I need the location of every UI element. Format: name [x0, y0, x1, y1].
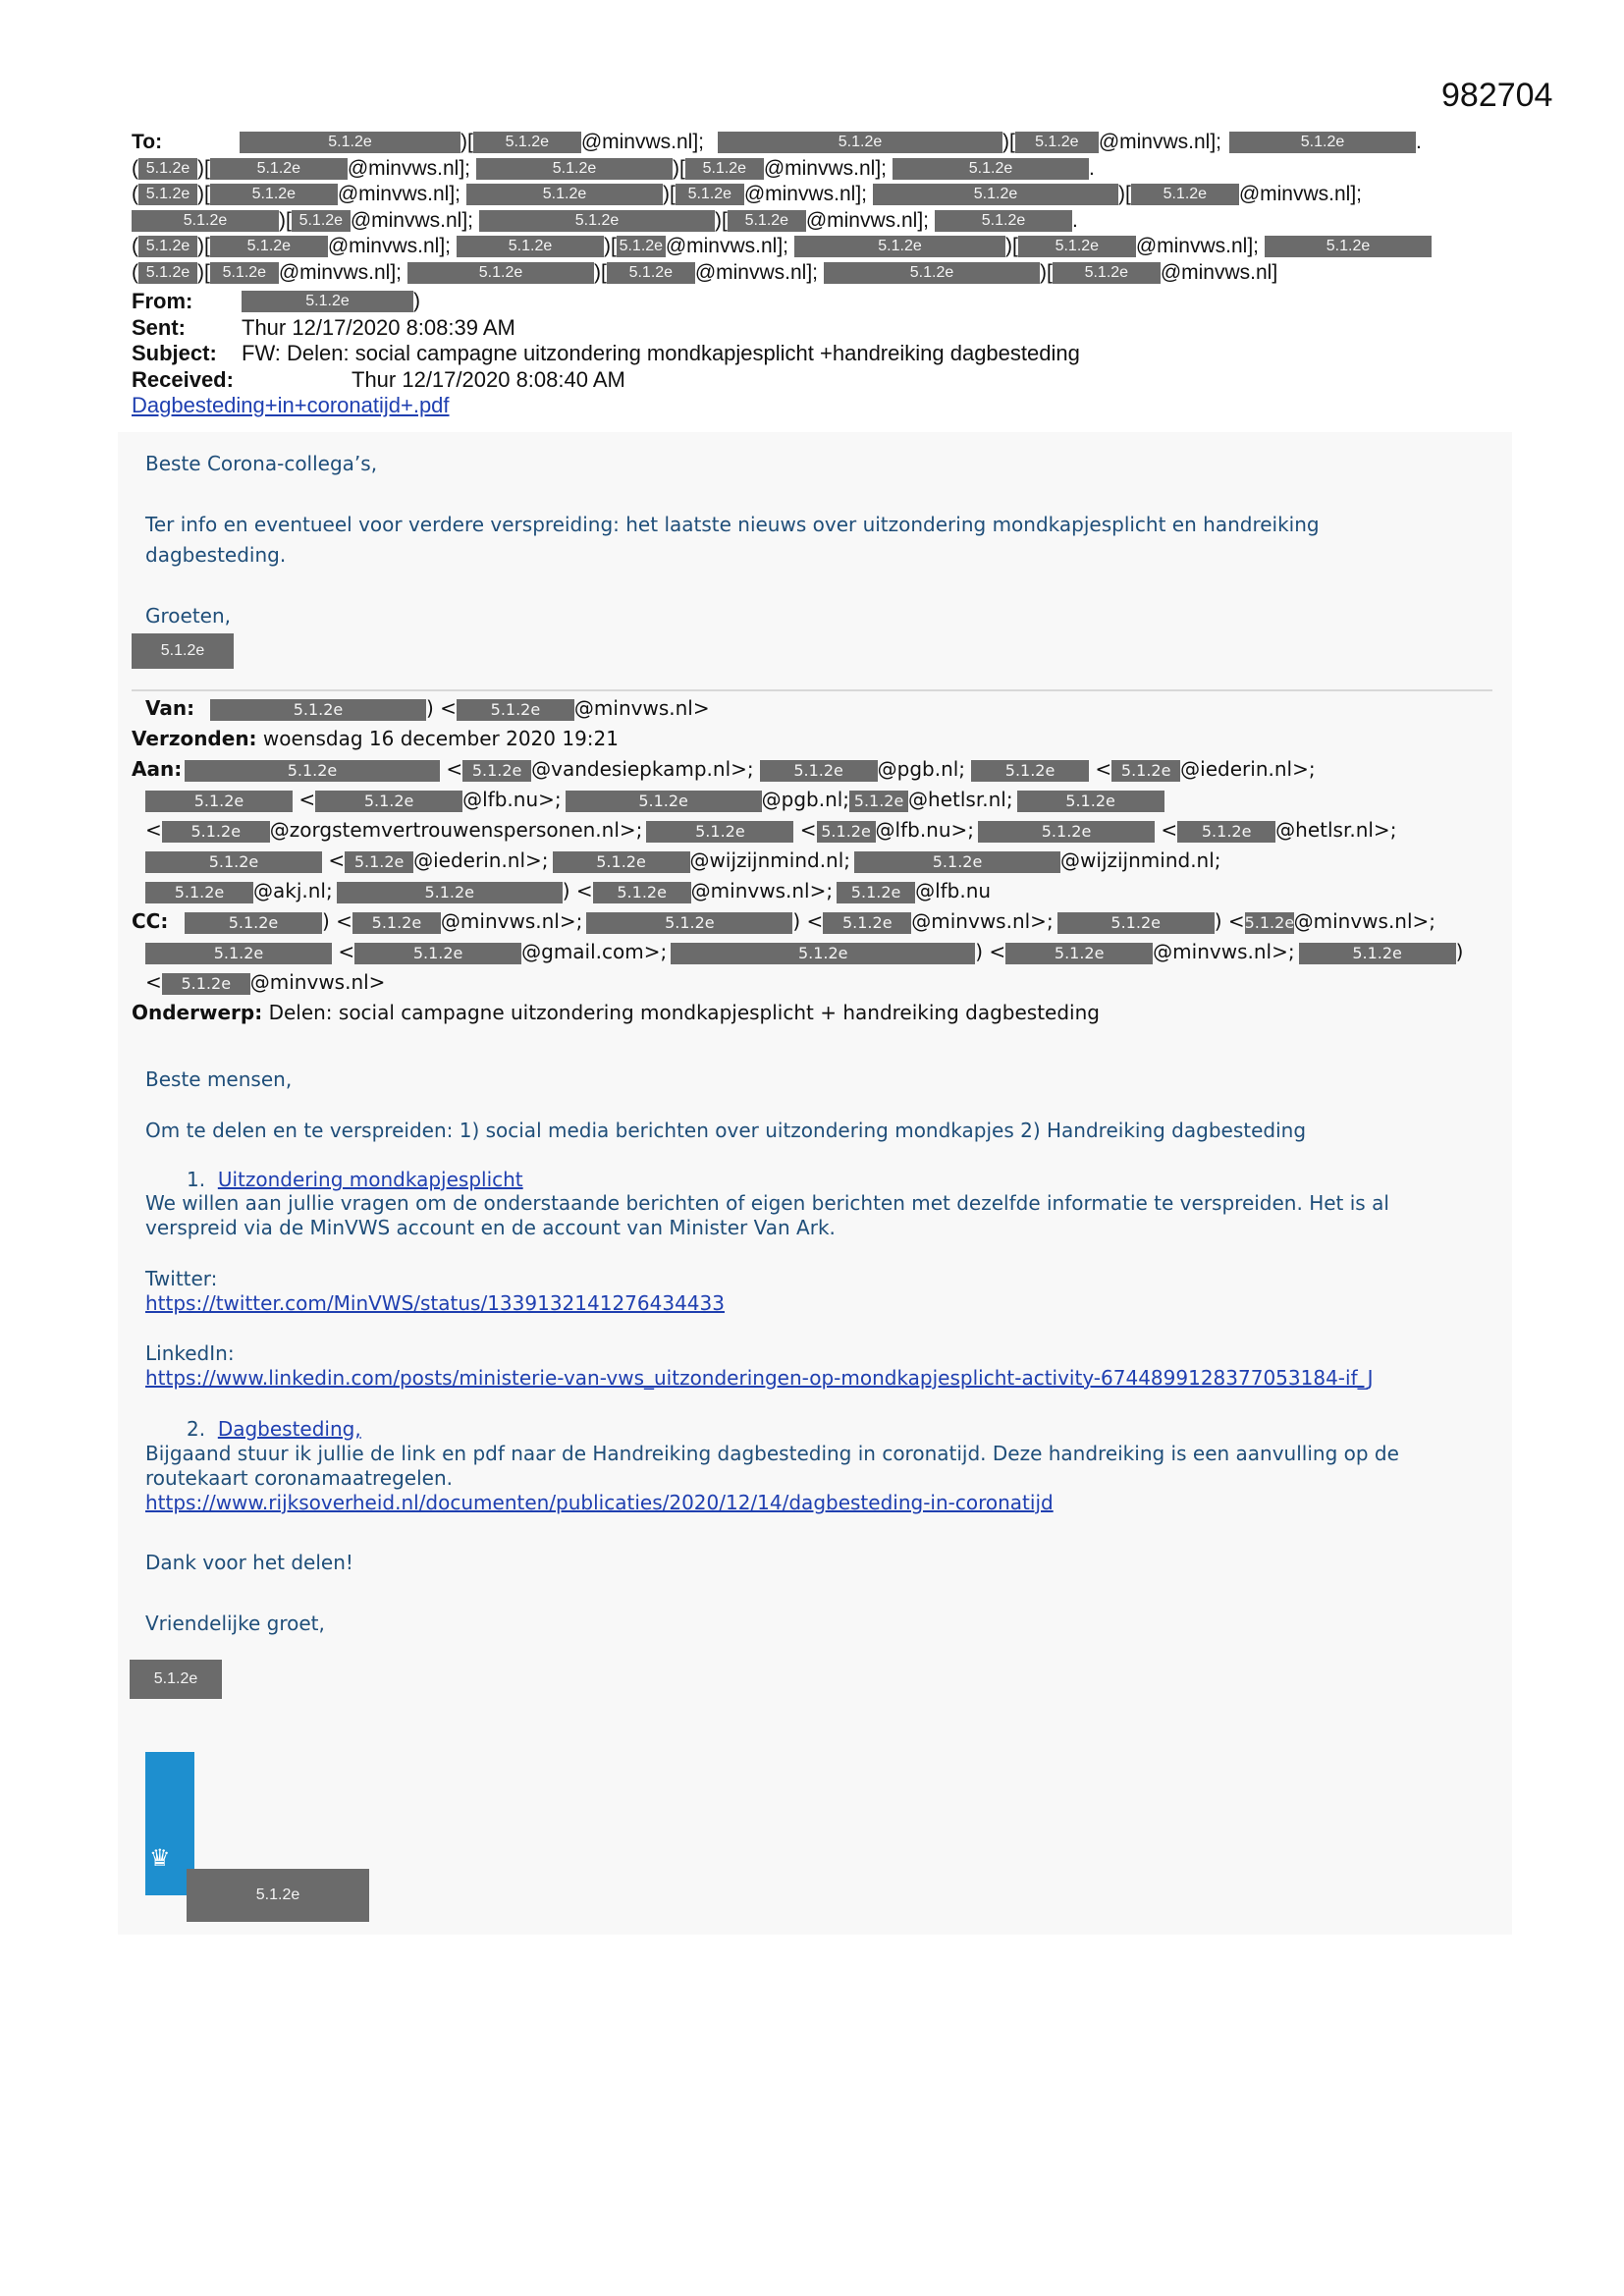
redaction: 5.1.2e: [145, 851, 322, 873]
redaction: 5.1.2e: [676, 184, 744, 205]
redaction: 5.1.2e: [893, 158, 1089, 180]
redaction: 5.1.2e: [345, 851, 413, 873]
subject-label: Subject:: [132, 341, 217, 365]
redaction: 5.1.2e: [823, 912, 911, 934]
redaction: 5.1.2e: [466, 184, 663, 205]
redaction: 5.1.2e: [138, 184, 197, 205]
redaction: 5.1.2e: [292, 210, 351, 232]
item2-line1: Bijgaand stuur ik jullie de link en pdf naar de Handreiking dagbesteding in coronatijd. Deze handreiking is een aanvulling op de: [145, 1442, 1399, 1465]
to-label: To:: [132, 131, 163, 153]
item2-heading: [187, 1417, 1542, 1442]
linkedin-label: LinkedIn:: [145, 1341, 235, 1365]
from-value: 5.1.2e ): [242, 289, 420, 315]
redaction: 5.1.2e: [1244, 912, 1295, 932]
redaction: 5.1.2e: [873, 184, 1118, 205]
item1-line2: verspreid via de MinVWS account en de account van Minister Van Ark.: [145, 1216, 836, 1239]
signature-redaction: [132, 633, 234, 669]
sent-label: Sent:: [132, 314, 186, 340]
redaction: 5.1.2e: [1015, 132, 1099, 153]
redaction: 5.1.2e: [210, 262, 279, 284]
redaction: 5.1.2e: [1299, 943, 1456, 964]
aan-label: Aan:: [132, 757, 183, 781]
redaction: 5.1.2e: [671, 943, 975, 964]
redaction: 5.1.2e: [1005, 943, 1153, 964]
redaction: 5.1.2e: [457, 236, 604, 257]
signature-redaction: [130, 1660, 222, 1699]
redaction: 5.1.2e: [138, 262, 197, 284]
redaction: 5.1.2e: [479, 210, 715, 232]
redaction: 5.1.2e: [794, 236, 1005, 257]
redaction: 5.1.2e: [1131, 184, 1239, 205]
redaction: 5.1.2e: [337, 882, 563, 903]
redaction: 5.1.2e: [935, 210, 1072, 232]
twitter-link[interactable]: https://twitter.com/MinVWS/status/1339132141276434433: [145, 1291, 725, 1315]
redaction: 5.1.2e: [837, 882, 915, 903]
email1-closing: Groeten,: [145, 604, 232, 628]
redaction: 5.1.2e: [315, 791, 462, 812]
redaction: 5.1.2e: [242, 291, 413, 312]
redaction: 5.1.2e: [849, 791, 908, 812]
redaction: 5.1.2e: [138, 158, 197, 180]
redaction: 5.1.2e: [130, 1660, 222, 1699]
redaction: 5.1.2e: [553, 851, 690, 873]
onderwerp-value: Delen: social campagne uitzondering mondkapjesplicht + handreiking dagbesteding: [268, 1001, 1100, 1024]
email2-intro: Om te delen en te verspreiden: 1) social media berichten over uitzondering mondkapjes 2) Handreiking dagbesteding: [145, 1119, 1307, 1142]
verzonden-value: woensdag 16 december 2020 19:21: [262, 727, 619, 750]
item1-title: Uitzondering mondkapjesplicht: [217, 1168, 523, 1191]
linkedin-link[interactable]: https://www.linkedin.com/posts/ministerie-van-vws_uitzonderingen-op-mondkapjesplicht-activity-6744899128377053184-if_J: [145, 1366, 1374, 1390]
redaction: 5.1.2e: [971, 760, 1089, 782]
redaction: 5.1.2e: [1018, 236, 1136, 257]
subject-value: FW: Delen: social campagne uitzondering mondkapjesplicht +handreiking dagbesteding: [242, 341, 1080, 365]
email1-body-line1: Ter info en eventueel voor verdere verspreiding: het laatste nieuws over uitzondering mondkapjesplicht en handreiking: [145, 513, 1320, 536]
redaction: 5.1.2e: [824, 262, 1040, 284]
from-label: From:: [132, 289, 193, 313]
redaction: 5.1.2e: [185, 760, 440, 782]
crest-icon: ♛: [149, 1845, 171, 1872]
redaction: 5.1.2e: [354, 943, 521, 964]
email2-closing: Vriendelijke groet,: [145, 1612, 325, 1635]
redaction: 5.1.2e: [646, 821, 793, 843]
redaction: 5.1.2e: [566, 791, 762, 812]
redaction: 5.1.2e: [132, 210, 279, 232]
redaction: 5.1.2e: [145, 943, 332, 964]
redaction: 5.1.2e: [593, 882, 691, 903]
redaction: 5.1.2e: [1057, 912, 1215, 934]
email1-body-line2: dagbesteding.: [145, 543, 287, 567]
redaction: 5.1.2e: [607, 262, 695, 284]
twitter-label: Twitter:: [145, 1267, 218, 1290]
redaction: 5.1.2e: [187, 1869, 369, 1922]
redaction: 5.1.2e: [1111, 760, 1180, 782]
linkedin-link-wrap: [145, 1366, 1500, 1391]
item2-link[interactable]: https://www.rijksoverheid.nl/documenten/publicaties/2020/12/14/dagbesteding-in-coronatijd: [145, 1491, 1054, 1514]
redaction: 5.1.2e: [978, 821, 1155, 843]
to-recipients: To: 5.1.2e )[ 5.1.2e @minvws.nl]; 5.1.2e )[ 5.1.2e @minvws.nl]; 5.1.2e . ( 5.1.2e )[ 5.1.2e @minvws.nl]; 5.1.2e )[ 5.1.2e @minvws.nl]; 5.1.2e . ( 5.1.2e )[ 5.1.2e @minvws.nl]; 5.1.2e )[ 5.1.2e @minvws.nl]; 5.1.2e )[ 5.1.2e @minvws.nl]; 5.1.2e )[ 5.1.2e @minvws.nl]; 5.1.2e )[ 5.1.2e @minvws.nl]; 5.1.2e . ( 5.1.2e )[ 5.1.2e @minvws.nl]; 5.1.2e )[ 5.1.2e @minvws.nl]; 5.1.2e )[ 5.1.2e @minvws.nl]; 5.1.2e ( 5.1.2e )[ 5.1.2e @minvws.nl]; 5.1.2e )[ 5.1.2e @minvws.nl]; 5.1.2e )[ 5.1.2e @minvws.nl]: [132, 130, 1506, 286]
item1-number: 1.: [187, 1168, 206, 1191]
redaction: 5.1.2e: [407, 262, 594, 284]
cc-label: CC:: [132, 909, 169, 933]
redaction: 5.1.2e: [1053, 262, 1161, 284]
redaction: 5.1.2e: [586, 912, 792, 934]
redaction: 5.1.2e: [457, 699, 574, 721]
redaction: 5.1.2e: [162, 821, 270, 843]
redaction: 5.1.2e: [132, 633, 234, 669]
redaction: 5.1.2e: [1177, 821, 1275, 843]
redaction: 5.1.2e: [473, 132, 581, 153]
email2-greeting: Beste mensen,: [145, 1067, 293, 1091]
redaction: 5.1.2e: [718, 132, 1002, 153]
logo-redaction: [187, 1869, 369, 1922]
redaction: 5.1.2e: [728, 210, 806, 232]
redaction: 5.1.2e: [162, 973, 250, 995]
sent-value: Thur 12/17/2020 8:08:39 AM: [242, 314, 515, 340]
onderwerp-label: Onderwerp:: [132, 1001, 263, 1024]
redaction: 5.1.2e: [854, 851, 1060, 873]
email1-greeting: Beste Corona-collega’s,: [145, 452, 378, 475]
item1-line1: We willen aan jullie vragen om de onderstaande berichten of eigen berichten met dezelfde informatie te verspreiden. Het is al: [145, 1191, 1389, 1215]
twitter-link-wrap: [145, 1291, 1500, 1316]
thanks: Dank voor het delen!: [145, 1551, 353, 1574]
redaction: 5.1.2e: [760, 760, 878, 782]
item2-link-wrap: [145, 1491, 1500, 1515]
redaction: 5.1.2e: [210, 236, 328, 257]
attachment-link[interactable]: Dagbesteding+in+coronatijd+.pdf: [132, 393, 450, 417]
redaction: 5.1.2e: [210, 158, 348, 180]
redaction: 5.1.2e: [145, 882, 253, 903]
redaction: 5.1.2e: [185, 912, 322, 934]
redaction: 5.1.2e: [1229, 132, 1416, 153]
redaction: 5.1.2e: [145, 791, 293, 812]
document-number: 982704: [1441, 77, 1553, 114]
redaction: 5.1.2e: [210, 699, 426, 721]
redaction: 5.1.2e: [462, 760, 531, 782]
redaction: 5.1.2e: [685, 158, 764, 180]
forwarded-header: Van: 5.1.2e ) < 5.1.2e @minvws.nl> Verzonden: woensdag 16 december 2020 19:21 Aan: 5.1.2e < 5.1.2e @vandesiepkamp.nl>; 5.1.2e @pgb.nl; 5.1.2e < 5.1.2e @iederin.nl>; 5.1.2e < 5.1.2e @lfb.nu>; 5.1.2e @pgb.nl; 5.1.2e @hetlsr.nl; 5.1.2e < 5.1.2e @zorgstemvertrouwenspersonen.nl>; 5.1.2e < 5.1.2e @lfb.nu>; 5.1.2e < 5.1.2e @hetlsr.nl>; 5.1.2e < 5.1.2e @iederin.nl>; 5.1.2e @wijzijnmind.nl; 5.1.2e @wijzijnmind.nl; 5.1.2e @akj.nl; 5.1.2e ) < 5.1.2e @minvws.nl>; 5.1.2e @lfb.nu CC: 5.1.2e ) < 5.1.2e @minvws.nl>; 5.1.2e ) < 5.1.2e @minvws.nl>; 5.1.2e ) <5.1.2e@minvws.nl>; 5.1.2e < 5.1.2e @gmail.com>; 5.1.2e ) < 5.1.2e @minvws.nl>; 5.1.2e ) < 5.1.2e @minvws.nl> Onderwerp: Delen: social campagne uitzondering mondkapjesplicht + handreiking dagbesteding: [132, 693, 1506, 1028]
redaction: 5.1.2e: [138, 236, 197, 257]
redaction: 5.1.2e: [352, 912, 441, 934]
item2-number: 2.: [187, 1417, 206, 1441]
item2-title: Dagbesteding,: [217, 1417, 361, 1441]
redaction: 5.1.2e: [210, 184, 338, 205]
verzonden-label: Verzonden:: [132, 727, 257, 750]
redaction: 5.1.2e: [1265, 236, 1432, 257]
redaction: 5.1.2e: [1017, 791, 1164, 812]
van-label: Van:: [145, 696, 195, 720]
item2-line2: routekaart coronamaatregelen.: [145, 1466, 454, 1490]
redaction: 5.1.2e: [476, 158, 673, 180]
redaction: 5.1.2e: [617, 236, 666, 257]
separator-line: [132, 689, 1492, 691]
received-value: Thur 12/17/2020 8:08:40 AM: [352, 366, 625, 392]
received-label: Received:: [132, 366, 234, 392]
redaction: 5.1.2e: [817, 821, 876, 843]
item1-heading: [187, 1168, 1542, 1192]
redaction: 5.1.2e: [240, 132, 460, 153]
